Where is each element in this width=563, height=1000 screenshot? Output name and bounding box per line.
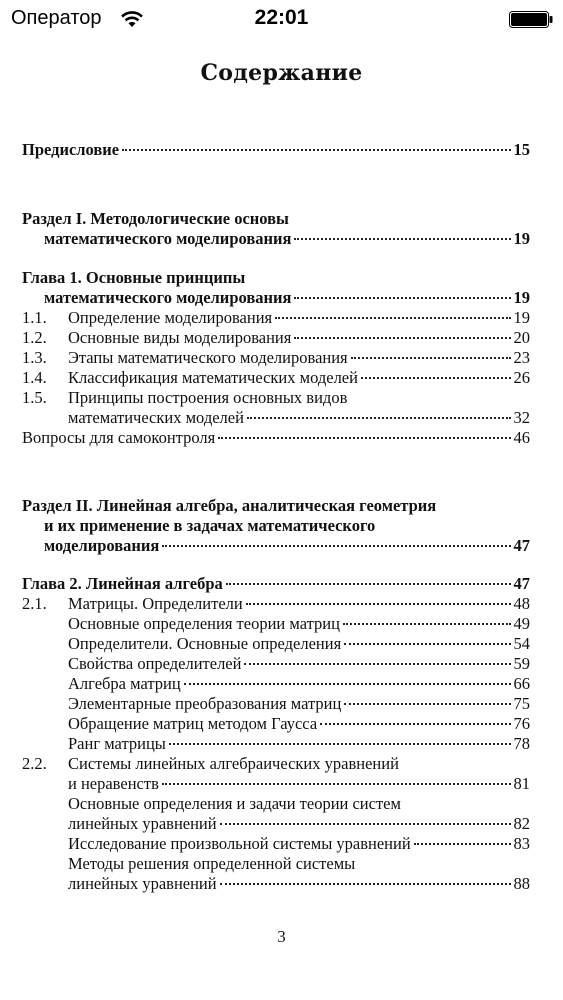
entry-page: 19 xyxy=(513,308,530,327)
entry-page: 49 xyxy=(513,614,530,633)
toc-entry-1-3[interactable] xyxy=(22,348,530,368)
entry-number: 2.1. xyxy=(22,594,47,613)
entry-page: 88 xyxy=(513,874,530,893)
toc-entry-determinants[interactable] xyxy=(22,634,530,654)
entry-page: 48 xyxy=(513,594,530,613)
dot-leader xyxy=(344,643,510,645)
entry-page: 81 xyxy=(513,774,530,793)
entry-label: Классификация математических моделей xyxy=(68,368,358,387)
entry-label: Этапы математического моделирования xyxy=(68,348,348,367)
dot-leader xyxy=(162,545,510,547)
toc-entry-gauss-inverse[interactable] xyxy=(22,714,530,734)
entry-label-continued: линейных уравнений xyxy=(68,814,217,833)
toc-entry-chapter-2[interactable] xyxy=(22,574,530,594)
dot-leader xyxy=(275,317,510,319)
dot-leader xyxy=(218,437,510,439)
toc-entry-2-2[interactable] xyxy=(22,754,530,794)
entry-page: 19 xyxy=(513,229,530,248)
toc-entry-matrix-algebra[interactable] xyxy=(22,674,530,694)
entry-number: 1.5. xyxy=(22,388,47,407)
dot-leader xyxy=(361,377,511,379)
entry-label: Ранг матрицы xyxy=(68,734,166,753)
toc-entry-1-2[interactable] xyxy=(22,328,530,348)
dot-leader xyxy=(220,883,511,885)
toc-entry-section-1[interactable] xyxy=(22,209,530,249)
entry-label: Алгебра матриц xyxy=(68,674,181,693)
entry-number: 1.4. xyxy=(22,368,47,387)
entry-label: Исследование произвольной системы уравнений xyxy=(68,834,411,853)
clock: 22:01 xyxy=(254,6,309,29)
entry-label: Основные определения теории матриц xyxy=(68,614,340,633)
toc-entry-matrix-rank[interactable] xyxy=(22,734,530,754)
entry-page: 46 xyxy=(513,428,530,447)
entry-label: Определители. Основные определения xyxy=(68,634,342,653)
dot-leader xyxy=(247,417,511,419)
entry-page: 20 xyxy=(513,328,530,347)
entry-label: Свойства определителей xyxy=(68,654,242,673)
dot-leader xyxy=(226,583,511,585)
entry-label: Глава 2. Линейная алгебра xyxy=(22,574,223,593)
toc-entry-section-2[interactable] xyxy=(22,496,530,556)
toc-entry-determinant-properties[interactable] xyxy=(22,654,530,674)
dot-leader xyxy=(169,743,511,745)
entry-page: 83 xyxy=(513,834,530,853)
entry-label: Глава 1. Основные принципы xyxy=(22,268,246,287)
dot-leader xyxy=(320,723,510,725)
dot-leader xyxy=(294,337,510,339)
dot-leader xyxy=(246,603,511,605)
entry-page: 47 xyxy=(513,574,530,593)
dot-leader xyxy=(294,238,510,240)
entry-label: Предисловие xyxy=(22,140,120,159)
toc-entry-1-4[interactable] xyxy=(22,368,530,388)
toc-entry-review[interactable] xyxy=(22,428,530,448)
dot-leader xyxy=(343,623,511,625)
entry-label: Принципы построения основных видов xyxy=(68,388,348,407)
dot-leader xyxy=(344,703,510,705)
page-number: 3 xyxy=(277,927,286,946)
entry-page: 82 xyxy=(513,814,530,833)
dot-leader xyxy=(220,823,511,825)
entry-page: 32 xyxy=(513,408,530,427)
entry-label: Вопросы для самоконтроля xyxy=(22,428,216,447)
entry-number: 1.2. xyxy=(22,328,47,347)
entry-page: 15 xyxy=(513,140,530,159)
toc-entry-preface[interactable] xyxy=(22,140,530,160)
entry-label: Матрицы. Определители xyxy=(68,594,243,613)
entry-page: 54 xyxy=(513,634,530,653)
toc-entry-solution-methods[interactable] xyxy=(22,854,530,894)
dot-leader xyxy=(162,783,511,785)
entry-label: Раздел I. Методологические основы xyxy=(22,209,289,228)
dot-leader xyxy=(122,149,510,151)
entry-label: Определение моделирования xyxy=(68,308,273,327)
toc-entry-systems-definitions[interactable] xyxy=(22,794,530,834)
entry-label-continued: математического моделирования xyxy=(44,288,292,307)
toc-entry-1-5[interactable] xyxy=(22,388,530,428)
toc-entry-chapter-1[interactable] xyxy=(22,268,530,308)
entry-number: 1.1. xyxy=(22,308,47,327)
toc-entry-elementary-transforms[interactable] xyxy=(22,694,530,714)
entry-page: 75 xyxy=(513,694,530,713)
entry-label: Раздел II. Линейная алгебра, аналитическая геометрия xyxy=(22,496,437,515)
dot-leader xyxy=(294,297,510,299)
carrier-label: Оператор xyxy=(11,7,102,29)
toc-entry-2-1[interactable] xyxy=(22,594,530,614)
entry-number: 2.2. xyxy=(22,754,47,773)
toc-entry-matrix-definitions[interactable] xyxy=(22,614,530,634)
entry-page: 26 xyxy=(513,368,530,387)
entry-label-continued: и их применение в задачах математического xyxy=(44,516,376,535)
entry-page: 59 xyxy=(513,654,530,673)
dot-leader xyxy=(244,663,510,665)
entry-page: 76 xyxy=(513,714,530,733)
entry-label: Основные виды моделирования xyxy=(68,328,292,347)
entry-page: 23 xyxy=(513,348,530,367)
entry-number: 1.3. xyxy=(22,348,47,367)
entry-page: 19 xyxy=(513,288,530,307)
entry-label-continued: линейных уравнений xyxy=(68,874,217,893)
dot-leader xyxy=(184,683,511,685)
entry-page: 66 xyxy=(513,674,530,693)
entry-label: Основные определения и задачи теории систем xyxy=(68,794,401,813)
entry-label-continued: математических моделей xyxy=(68,408,244,427)
toc-entry-arbitrary-system[interactable] xyxy=(22,834,530,854)
entry-label: Обращение матриц методом Гаусса xyxy=(68,714,318,733)
entry-label-continued: моделирования xyxy=(44,536,160,555)
entry-label-continued: и неравенств xyxy=(68,774,159,793)
entry-page: 78 xyxy=(513,734,530,753)
entry-label: Элементарные преобразования матриц xyxy=(68,694,342,713)
dot-leader xyxy=(351,357,511,359)
toc-title: Содержание xyxy=(200,60,363,86)
entry-label-continued: математического моделирования xyxy=(44,229,292,248)
dot-leader xyxy=(414,843,511,845)
entry-label: Системы линейных алгебраических уравнений xyxy=(68,754,399,773)
toc-entry-1-1[interactable] xyxy=(22,308,530,328)
entry-page: 47 xyxy=(513,536,530,555)
entry-label: Методы решения определенной системы xyxy=(68,854,356,873)
